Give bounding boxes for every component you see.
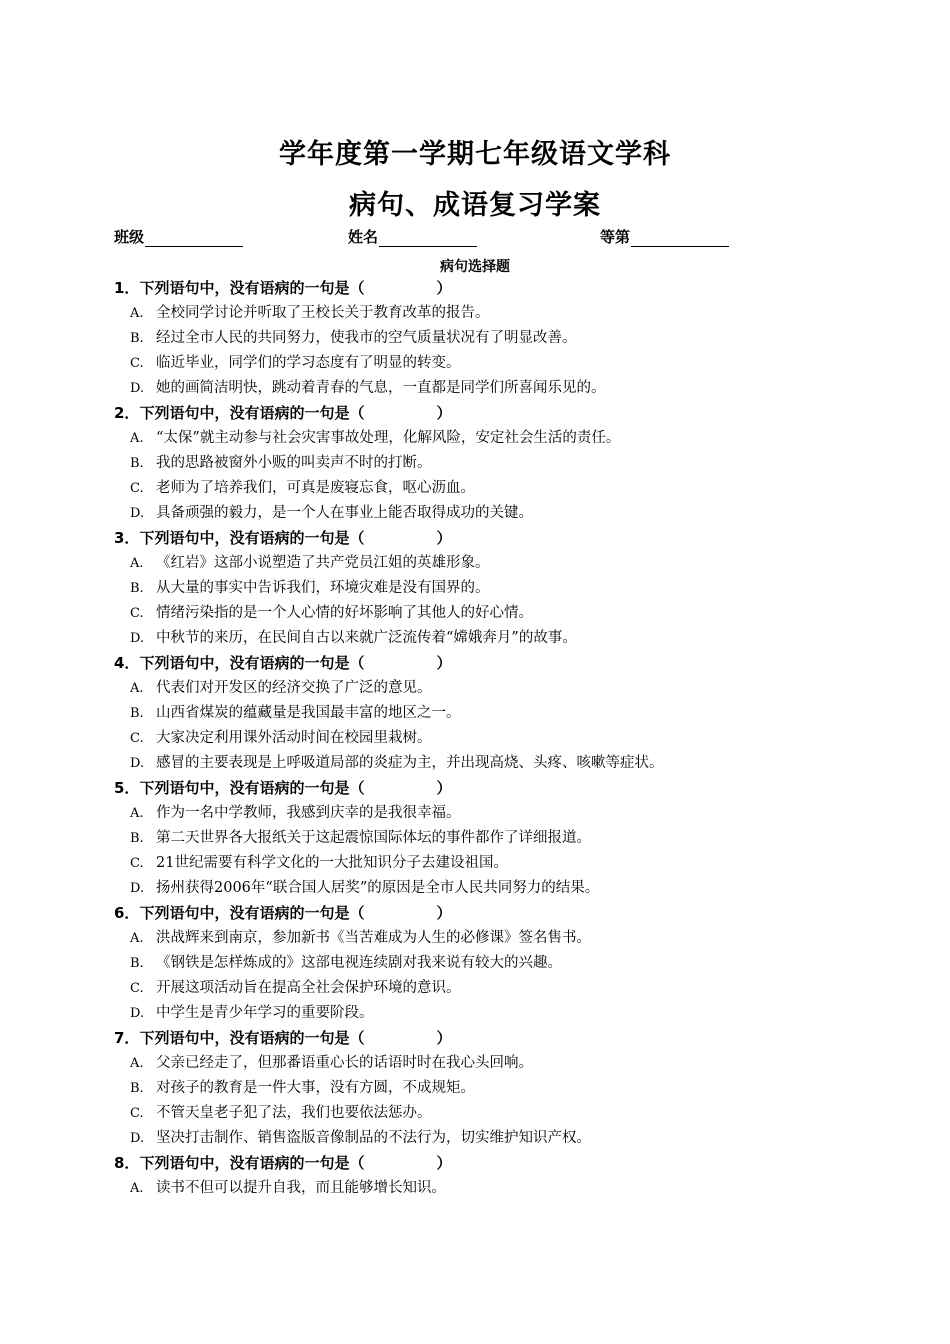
answer-paren-open[interactable]: （ xyxy=(349,904,365,922)
option-letter: B. xyxy=(130,706,144,721)
option-letter: C. xyxy=(130,481,144,496)
question-stem xyxy=(114,901,834,926)
answer-paren-close: ） xyxy=(436,1154,452,1172)
option-text: 不管天皇老子犯了法，我们也要依法惩办。 xyxy=(156,1105,432,1121)
answer-paren-close: ） xyxy=(436,654,452,672)
option-letter: B. xyxy=(130,456,144,471)
answer-paren-close: ） xyxy=(436,904,452,922)
answer-option xyxy=(114,1001,834,1026)
option-letter: A. xyxy=(130,431,144,446)
question-stem xyxy=(114,526,834,551)
option-letter: D. xyxy=(130,1006,145,1021)
option-text: 作为一名中学教师，我感到庆幸的是我很幸福。 xyxy=(156,805,461,821)
question-text: 下列语句中，没有语病的一句是 xyxy=(139,904,350,922)
option-letter: A. xyxy=(130,806,144,821)
class-label: 班级 xyxy=(114,228,145,246)
option-letter: D. xyxy=(130,881,145,896)
answer-paren-open[interactable]: （ xyxy=(349,529,365,547)
grade-blank[interactable] xyxy=(631,230,729,247)
answer-paren-close: ） xyxy=(436,279,452,297)
option-text: 经过全市人民的共同努力，使我市的空气质量状况有了明显改善。 xyxy=(156,330,577,346)
option-letter: B. xyxy=(130,831,144,846)
question-number: 5． xyxy=(114,779,140,797)
answer-option xyxy=(114,326,834,351)
answer-option xyxy=(114,351,834,376)
option-letter: B. xyxy=(130,956,144,971)
question-item xyxy=(114,276,834,401)
answer-paren-open[interactable]: （ xyxy=(349,1154,365,1172)
question-number: 3． xyxy=(114,529,140,547)
answer-option xyxy=(114,926,834,951)
answer-option xyxy=(114,676,834,701)
option-letter: A. xyxy=(130,931,144,946)
option-text: 洪战辉来到南京，参加新书《当苦难成为人生的必修课》签名售书。 xyxy=(156,930,591,946)
answer-paren-open[interactable]: （ xyxy=(349,779,365,797)
option-letter: D. xyxy=(130,381,145,396)
document-subtitle: 病句、成语复习学案 xyxy=(349,190,601,221)
option-letter: B. xyxy=(130,581,144,596)
student-info-row xyxy=(114,226,754,248)
document-title: 学年度第一学期七年级语文学科 xyxy=(279,139,671,170)
answer-option xyxy=(114,726,834,751)
option-letter: D. xyxy=(130,506,145,521)
grade-label: 等第 xyxy=(600,228,631,246)
answer-option xyxy=(114,501,834,526)
class-blank[interactable] xyxy=(145,230,243,247)
option-letter: C. xyxy=(130,856,144,871)
option-text: 中秋节的来历，在民间自古以来就广泛流传着“嫦娥奔月”的故事。 xyxy=(156,630,577,646)
option-letter: C. xyxy=(130,1106,144,1121)
option-text: 老师为了培养我们，可真是废寝忘食，呕心沥血。 xyxy=(156,480,475,496)
question-text: 下列语句中，没有语病的一句是 xyxy=(139,1029,350,1047)
answer-paren-close: ） xyxy=(436,779,452,797)
option-text: 大家决定利用课外活动时间在校园里栽树。 xyxy=(156,730,432,746)
option-letter: D. xyxy=(130,756,145,771)
question-text: 下列语句中，没有语病的一句是 xyxy=(139,654,350,672)
question-item xyxy=(114,901,834,1026)
option-text: 中学生是青少年学习的重要阶段。 xyxy=(156,1005,374,1021)
option-letter: C. xyxy=(130,606,144,621)
section-title: 病句选择题 xyxy=(440,259,510,275)
option-text: 开展这项活动旨在提高全社会保护环境的意识。 xyxy=(156,980,461,996)
option-letter: D. xyxy=(130,631,145,646)
question-number: 7． xyxy=(114,1029,140,1047)
name-label: 姓名 xyxy=(348,228,379,246)
option-text: 具备顽强的毅力，是一个人在事业上能否取得成功的关键。 xyxy=(156,505,533,521)
question-stem xyxy=(114,276,834,301)
answer-option xyxy=(114,426,834,451)
answer-option xyxy=(114,451,834,476)
option-letter: D. xyxy=(130,1131,145,1146)
answer-option xyxy=(114,626,834,651)
answer-option xyxy=(114,801,834,826)
question-text: 下列语句中，没有语病的一句是 xyxy=(139,1154,350,1172)
name-blank[interactable] xyxy=(379,230,477,247)
option-letter: C. xyxy=(130,981,144,996)
option-letter: C. xyxy=(130,356,144,371)
option-text: 《钢铁是怎样炼成的》这部电视连续剧对我来说有较大的兴趣。 xyxy=(156,955,562,971)
option-text: 从大量的事实中告诉我们，环境灾难是没有国界的。 xyxy=(156,580,490,596)
option-text: 读书不但可以提升自我，而且能够增长知识。 xyxy=(156,1180,446,1196)
question-item xyxy=(114,1026,834,1151)
answer-option xyxy=(114,1101,834,1126)
answer-option xyxy=(114,1076,834,1101)
answer-option xyxy=(114,476,834,501)
answer-option xyxy=(114,1176,834,1201)
option-text: 代表们对开发区的经济交换了广泛的意见。 xyxy=(156,680,432,696)
answer-option xyxy=(114,376,834,401)
grade-field[interactable] xyxy=(600,226,729,247)
option-text: 第二天世界各大报纸关于这起震惊国际体坛的事件都作了详细报道。 xyxy=(156,830,591,846)
answer-option xyxy=(114,601,834,626)
question-list xyxy=(114,276,834,1201)
class-field[interactable] xyxy=(114,226,243,247)
question-item xyxy=(114,776,834,901)
question-text: 下列语句中，没有语病的一句是 xyxy=(139,404,350,422)
question-item xyxy=(114,651,834,776)
option-letter: A. xyxy=(130,681,144,696)
answer-paren-close: ） xyxy=(436,529,452,547)
option-text: 对孩子的教育是一件大事，没有方圆，不成规矩。 xyxy=(156,1080,475,1096)
option-letter: B. xyxy=(130,331,144,346)
answer-option xyxy=(114,951,834,976)
question-stem xyxy=(114,1026,834,1051)
question-number: 6． xyxy=(114,904,140,922)
option-text: 21世纪需要有科学文化的一大批知识分子去建设祖国。 xyxy=(156,855,508,871)
option-text: 山西省煤炭的蕴藏量是我国最丰富的地区之一。 xyxy=(156,705,461,721)
answer-option xyxy=(114,851,834,876)
question-stem xyxy=(114,776,834,801)
answer-paren-close: ） xyxy=(436,1029,452,1047)
answer-option xyxy=(114,976,834,1001)
question-item xyxy=(114,1151,834,1201)
option-letter: A. xyxy=(130,306,144,321)
answer-paren-close: ） xyxy=(436,404,452,422)
option-text: 坚决打击制作、销售盗版音像制品的不法行为，切实维护知识产权。 xyxy=(156,1130,591,1146)
option-text: 情绪污染指的是一个人心情的好坏影响了其他人的好心情。 xyxy=(156,605,533,621)
question-text: 下列语句中，没有语病的一句是 xyxy=(139,529,350,547)
answer-paren-open[interactable]: （ xyxy=(349,1029,365,1047)
question-text: 下列语句中，没有语病的一句是 xyxy=(139,779,350,797)
option-text: 临近毕业，同学们的学习态度有了明显的转变。 xyxy=(156,355,461,371)
question-stem xyxy=(114,651,834,676)
question-item xyxy=(114,401,834,526)
answer-option xyxy=(114,701,834,726)
question-number: 8． xyxy=(114,1154,140,1172)
option-text: 父亲已经走了，但那番语重心长的话语时时在我心头回响。 xyxy=(156,1055,533,1071)
answer-paren-open[interactable]: （ xyxy=(349,279,365,297)
answer-option xyxy=(114,1126,834,1151)
answer-option xyxy=(114,1051,834,1076)
answer-option xyxy=(114,576,834,601)
option-text: 扬州获得2006年“联合国人居奖”的原因是全市人民共同努力的结果。 xyxy=(156,880,600,896)
answer-option xyxy=(114,551,834,576)
question-number: 2． xyxy=(114,404,140,422)
question-number: 1． xyxy=(114,279,140,297)
option-letter: A. xyxy=(130,1181,144,1196)
question-stem xyxy=(114,1151,834,1176)
option-text: 我的思路被窗外小贩的叫卖声不时的打断。 xyxy=(156,455,432,471)
option-text: 她的画简洁明快，跳动着青春的气息，一直都是同学们所喜闻乐见的。 xyxy=(156,380,606,396)
option-text: “太保”就主动参与社会灾害事故处理，化解风险，安定社会生活的责任。 xyxy=(156,430,621,446)
question-item xyxy=(114,526,834,651)
option-letter: B. xyxy=(130,1081,144,1096)
question-text: 下列语句中，没有语病的一句是 xyxy=(139,279,350,297)
option-letter: A. xyxy=(130,556,144,571)
option-text: 感冒的主要表现是上呼吸道局部的炎症为主，并出现高烧、头疼、咳嗽等症状。 xyxy=(156,755,664,771)
option-letter: A. xyxy=(130,1056,144,1071)
answer-paren-open[interactable]: （ xyxy=(349,654,365,672)
answer-paren-open[interactable]: （ xyxy=(349,404,365,422)
option-text: 《红岩》这部小说塑造了共产党员江姐的英雄形象。 xyxy=(156,555,490,571)
name-field[interactable] xyxy=(348,226,477,247)
question-stem xyxy=(114,401,834,426)
option-letter: C. xyxy=(130,731,144,746)
answer-option xyxy=(114,876,834,901)
option-text: 全校同学讨论并听取了王校长关于教育改革的报告。 xyxy=(156,305,490,321)
answer-option xyxy=(114,751,834,776)
answer-option xyxy=(114,826,834,851)
answer-option xyxy=(114,301,834,326)
question-number: 4． xyxy=(114,654,140,672)
